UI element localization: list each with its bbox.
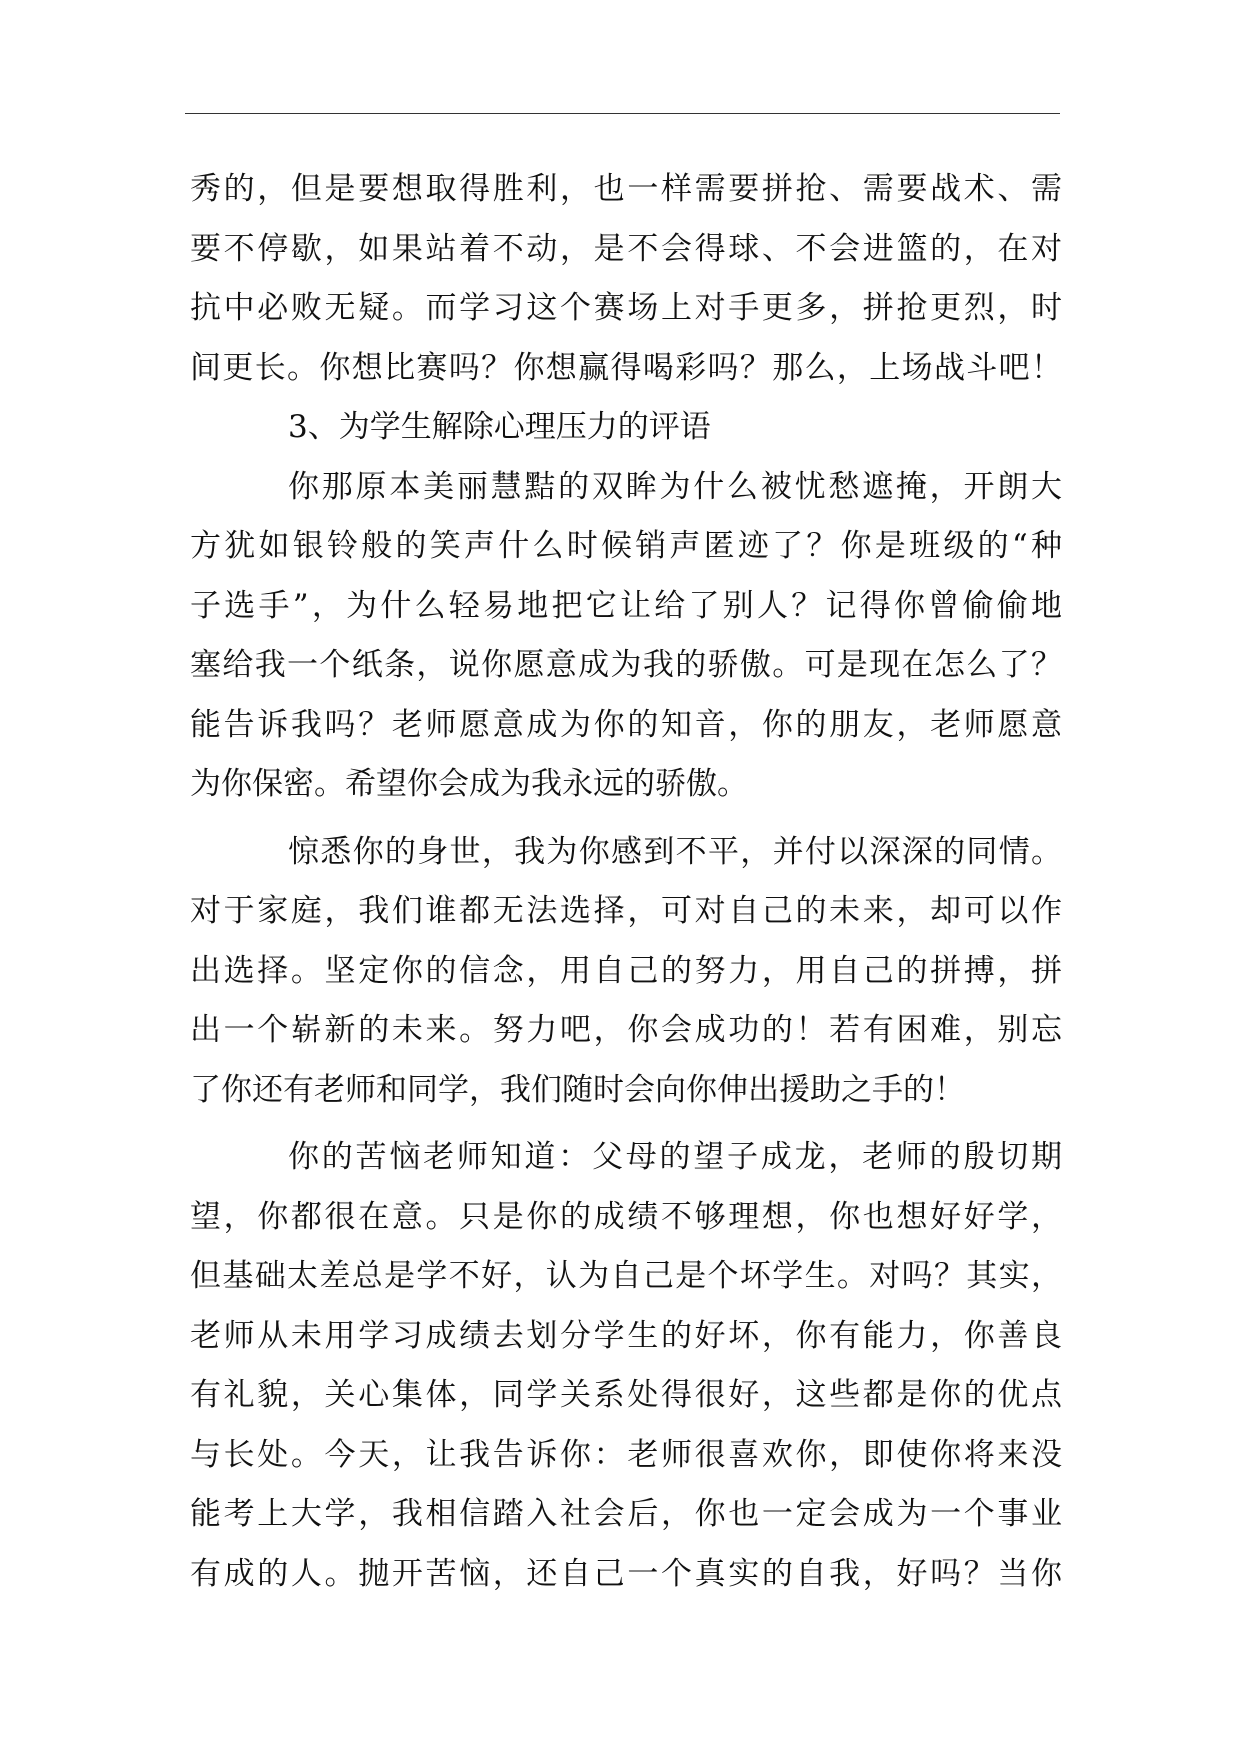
text-line: 老师从未用学习成绩去划分学生的好坏，你有能力，你善良 (190, 1317, 1062, 1354)
header-rule (185, 113, 1060, 114)
text-line: 出一个崭新的未来。努力吧，你会成功的！若有困难，别忘 (190, 1012, 1062, 1048)
text-line: 但基础太差总是学不好，认为自己是个坏学生。对吗？其实， (190, 1258, 1062, 1294)
text-line: 为你保密。希望你会成为我永远的骄傲。 (190, 766, 748, 802)
text-line: 间更长。你想比赛吗？你想赢得喝彩吗？那么，上场战斗吧！ (190, 349, 1062, 386)
section-heading: 3、为学生解除心理压力的评语 (288, 409, 711, 445)
text-line: 能告诉我吗？老师愿意成为你的知音，你的朋友，老师愿意 (190, 706, 1062, 743)
text-line: 秀的，但是要想取得胜利，也一样需要拼抢、需要战术、需 (190, 171, 1062, 207)
paragraph (190, 1128, 1062, 1604)
paragraph-continuation (190, 160, 1062, 398)
text-line: 出选择。坚定你的信念，用自己的努力，用自己的拼搏，拼 (190, 952, 1062, 989)
text-line: 要不停歇，如果站着不动，是不会得球、不会进篮的，在对 (190, 230, 1062, 267)
paragraph-gap (190, 815, 1062, 823)
text-line: 有成的人。抛开苦恼，还自己一个真实的自我，好吗？当你 (190, 1555, 1062, 1592)
text-line: 你的苦恼老师知道：父母的望子成龙，老师的殷切期 (288, 1139, 1062, 1175)
text-line: 了你还有老师和同学，我们随时会向你伸出援助之手的！ (190, 1071, 965, 1108)
text-line: 望，你都很在意。只是你的成绩不够理想，你也想好好学， (190, 1198, 1062, 1235)
text-line: 对于家庭，我们谁都无法选择，可对自己的未来，却可以作 (190, 893, 1062, 929)
text-line: 与长处。今天，让我告诉你：老师很喜欢你，即使你将来没 (190, 1436, 1062, 1473)
text-line: 你那原本美丽慧黠的双眸为什么被忧愁遮掩，开朗大 (288, 468, 1062, 505)
text-line: 子选手”，为什么轻易地把它让给了别人？记得你曾偷偷地 (190, 587, 1062, 624)
document-body (190, 160, 1062, 1604)
text-line: 方犹如银铃般的笑声什么时候销声匿迹了？你是班级的“种 (190, 528, 1062, 564)
text-line: 能考上大学，我相信踏入社会后，你也一定会成为一个事业 (190, 1496, 1062, 1532)
text-line: 惊悉你的身世，我为你感到不平，并付以深深的同情。 (288, 833, 1062, 870)
text-line: 塞给我一个纸条，说你愿意成为我的骄傲。可是现在怎么了？ (190, 647, 1062, 683)
text-line: 抗中必败无疑。而学习这个赛场上对手更多，拼抢更烈，时 (190, 290, 1062, 326)
paragraph (190, 823, 1062, 1121)
text-line: 有礼貌，关心集体，同学关系处得很好，这些都是你的优点 (190, 1377, 1062, 1413)
paragraph-gap (190, 1120, 1062, 1128)
paragraph (190, 458, 1062, 815)
